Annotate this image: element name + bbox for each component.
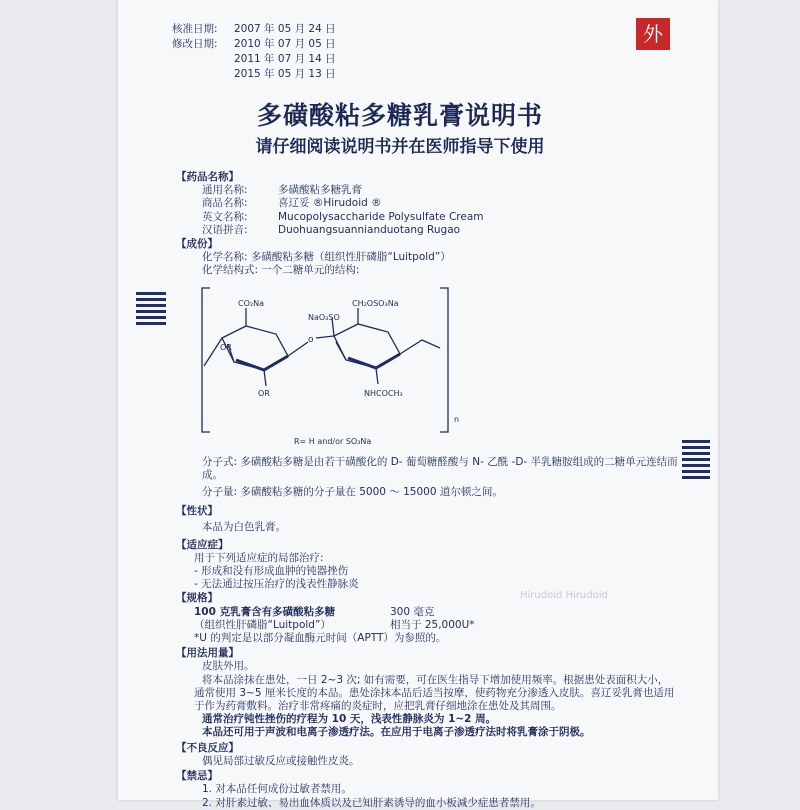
section-header-drug-name: 【药品名称】 <box>176 171 239 183</box>
date-row: 2015 年 05 月 13 日 <box>234 68 336 80</box>
properties-text: 本品为白色乳膏。 <box>202 521 286 534</box>
left-bracket <box>202 288 210 432</box>
section-header-ingredients: 【成份】 <box>176 238 218 251</box>
document-title: 多磺酸粘多糖乳膏说明书 <box>256 101 543 130</box>
or-label-top: OR <box>220 343 232 352</box>
leaflet-body <box>176 170 696 810</box>
date-row: 2011 年 07 月 14 日 <box>234 53 336 65</box>
co2na-label: CO₂Na <box>238 299 264 308</box>
drug-name-row: 商品名称: 喜辽妥 ®Hirudoid ® <box>202 197 382 210</box>
or-label-bottom: OR <box>258 389 270 398</box>
usage-line: 皮肤外用。 <box>202 660 255 673</box>
spec-line: （组织性肝磷脂“Luitpold”） 相当于 25,000U* <box>194 618 475 631</box>
drug-name-list <box>176 184 696 237</box>
usage-line: 将本品涂抹在患处，一日 2~3 次; 如有需要，可在医生指导下增加使用频率。根据患处表面积大小， <box>202 673 669 686</box>
usage-line: 通常使用 3~5 厘米长度的本品。患处涂抹本品后适当按摩，使药物充分渗透入皮肤。喜辽妥乳膏也适用 <box>194 686 675 699</box>
naoso-label: NaO₃SO <box>308 313 340 322</box>
chemical-structure-diagram <box>196 282 476 452</box>
document-subtitle: 请仔细阅读说明书并在医师指导下使用 <box>255 137 545 157</box>
contra-line: 1. 对本品任何成份过敏者禁用。 <box>202 783 352 796</box>
faint-show-through-text: Hirudoid Hirudoid <box>520 590 608 601</box>
r-definition: R= H and/or SO₃Na <box>294 437 372 446</box>
spec-note: *U 的判定是以部分凝血酶元时间（APTT）为参照的。 <box>194 632 447 645</box>
chemical-structure-label: 化学结构式: 一个二糖单元的结构: <box>202 264 360 277</box>
svg-text:o: o <box>308 335 314 345</box>
indication-line: 用于下列适应症的局部治疗: <box>194 551 324 564</box>
section-header-specs: 【规格】 <box>176 592 218 605</box>
adverse-text: 偶见局部过敏反应或接触性皮炎。 <box>202 754 360 767</box>
section-header-usage: 【用法用量】 <box>176 647 239 660</box>
usage-line: 于作为药膏敷料。治疗非常疼痛的炎症时，应把乳膏仔细地涂在患处及其周围。 <box>194 700 562 713</box>
section-header-properties: 【性状】 <box>176 505 218 518</box>
approval-dates <box>172 22 336 82</box>
section-header-contraindications: 【禁忌】 <box>176 770 218 783</box>
spec-line: 100 克乳膏含有多磺酸粘多糖 300 毫克 <box>194 605 435 618</box>
indication-line: - 形成和没有形成血肿的钝器挫伤 <box>194 565 349 578</box>
right-bracket <box>440 288 448 432</box>
section-header-indications: 【适应症】 <box>176 538 229 551</box>
date-row: 修改日期: 2010 年 07 月 05 日 <box>172 38 336 50</box>
chemical-name: 化学名称: 多磺酸粘多糖（组织性肝磷脂“Luitpold”） <box>202 251 451 264</box>
ch2oso3na-label: CH₂OSO₃Na <box>352 299 399 308</box>
section-header-adverse: 【不良反应】 <box>176 741 239 754</box>
molecular-weight: 分子量: 多磺酸粘多糖的分子量在 5000 ～ 15000 道尔顿之间。 <box>202 486 503 499</box>
drug-name-row: 汉语拼音: Duohuangsuannianduotang Rugao <box>202 223 461 236</box>
drug-name-row: 英文名称: Mucopolysaccharide Polysulfate Cream <box>202 210 484 223</box>
external-use-badge: 外 <box>636 18 670 50</box>
repeat-n-label: n <box>454 415 460 424</box>
contra-line: 2. 对肝素过敏、易出血体质以及已知肝素诱导的血小板减少症患者禁用。 <box>202 796 541 809</box>
left-bar-marks <box>136 292 166 325</box>
usage-line: 本品还可用于声波和电离子渗透疗法。在应用于电离子渗透疗法时将乳膏涂于阴极。 <box>202 726 591 739</box>
nhcoch3-label: NHCOCH₃ <box>364 389 403 398</box>
drug-name-row: 通用名称: 多磺酸粘多糖乳膏 <box>202 184 362 197</box>
indication-line: - 无法通过按压治疗的浅表性静脉炎 <box>194 578 359 591</box>
date-row: 核准日期: 2007 年 05 月 24 日 <box>172 23 336 35</box>
molecular-formula: 分子式: 多磺酸粘多糖是由若干磺酸化的 D- 葡萄糖醛酸与 N- 乙酰 -D- 半乳糖胺组成的二糖单元连结而成。 <box>202 455 678 481</box>
usage-line: 通常治疗钝性挫伤的疗程为 10 天，浅表性静脉炎为 1~2 周。 <box>202 713 497 726</box>
